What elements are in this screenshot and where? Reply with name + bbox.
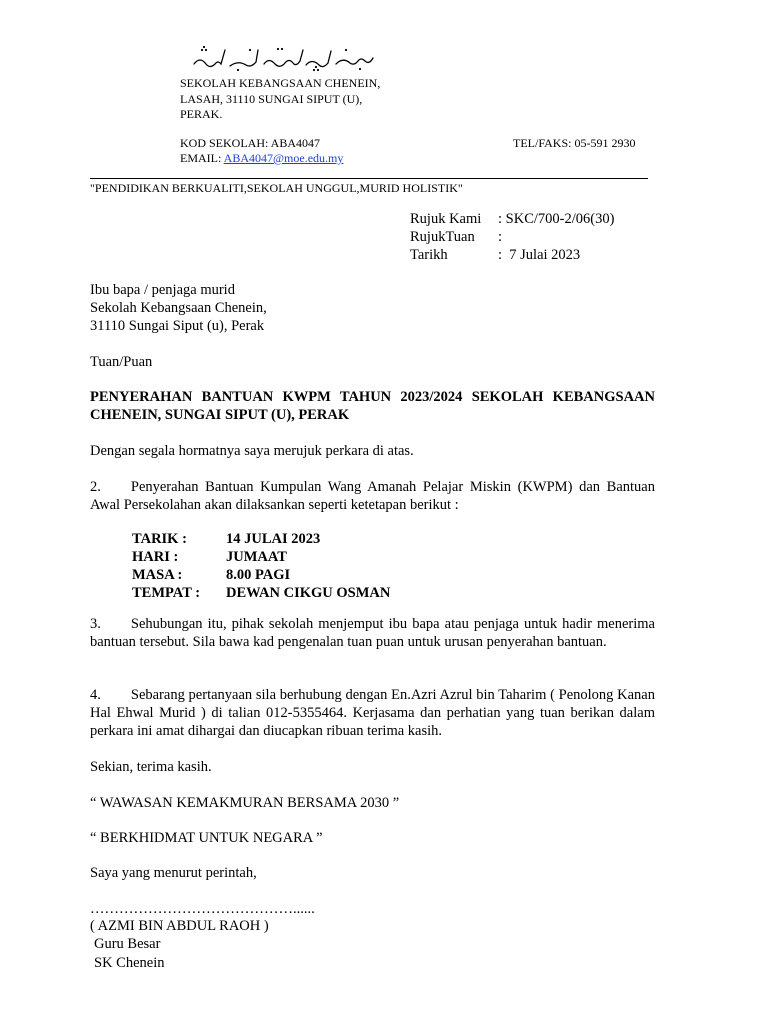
detail-row [132, 530, 390, 548]
reference-row [410, 246, 614, 264]
school-name: SEKOLAH KEBANGSAAN CHENEIN, [180, 76, 381, 90]
school-code: KOD SEKOLAH: ABA4047 [180, 136, 321, 150]
reference-row [410, 210, 614, 228]
detail-row [132, 584, 390, 602]
reference-label: RujukTuan [410, 229, 475, 245]
signatory-school: SK Chenein [94, 955, 165, 971]
reference-separator: : [498, 211, 503, 227]
detail-label: TARIK : [132, 531, 187, 547]
paragraph-4 [90, 686, 655, 740]
detail-label: HARI : [132, 549, 179, 565]
salutation: Tuan/Puan [90, 354, 153, 370]
letter-subject: PENYERAHAN BANTUAN KWPM TAHUN 2023/2024 SEKOLAH KEBANGSAAN CHENEIN, SUNGAI SIPUT (U), PERAK [90, 389, 655, 423]
detail-label: MASA : [132, 567, 183, 583]
detail-row [132, 566, 390, 584]
reference-label: Rujuk Kami [410, 211, 482, 227]
detail-value: JUMAAT [226, 549, 287, 565]
detail-row [132, 548, 390, 566]
closing-line: Sekian, terima kasih. [90, 759, 212, 775]
reference-row [410, 228, 614, 246]
paragraph-text: Penyerahan Bantuan Kumpulan Wang Amanah Pelajar Miskin (KWPM) dan Bantuan Awal Persekolahan akan dilaksankan seperti ketetapan berikut : [90, 479, 655, 513]
reference-block [410, 210, 614, 264]
reference-value: 7 Julai 2023 [509, 247, 581, 263]
reference-value: SKC/700-2/06(30) [505, 211, 615, 227]
recipient-line3: 31110 Sungai Siput (u), Perak [90, 318, 265, 334]
paragraph-number: 3. [90, 616, 101, 632]
paragraph-number: 2. [90, 479, 101, 495]
paragraph-text: Sehubungan itu, pihak sekolah menjemput ibu bapa atau penjaga untuk hadir menerima bantuan tersebut. Sila bawa kad pengenalan tuan puan untuk urusan penyerahan bantuan. [90, 616, 655, 650]
email-label: EMAIL: [180, 151, 224, 165]
recipient-line2: Sekolah Kebangsaan Chenein, [90, 300, 267, 316]
paragraph-3 [90, 615, 655, 651]
event-details [132, 530, 390, 602]
email-line [180, 150, 343, 166]
detail-value: 14 JULAI 2023 [226, 531, 321, 547]
slogan-berkhidmat: “ BERKHIDMAT UNTUK NEGARA ” [90, 830, 323, 846]
slogan-wawasan: “ WAWASAN KEMAKMURAN BERSAMA 2030 ” [90, 795, 400, 811]
letterhead-divider [90, 178, 648, 179]
email-link[interactable]: ABA4047@moe.edu.my [223, 151, 344, 165]
reference-separator: : [498, 229, 503, 245]
detail-label: TEMPAT : [132, 585, 201, 601]
recipient-line1: Ibu bapa / penjaga murid [90, 282, 235, 298]
signatory-name: ( AZMI BIN ABDUL RAOH ) [90, 918, 269, 934]
reference-label: Tarikh [410, 247, 448, 263]
detail-value: 8.00 PAGI [226, 567, 291, 583]
paragraph-text: Sebarang pertanyaan sila berhubung dengan En.Azri Azrul bin Taharim ( Penolong Kanan Hal Ehwal Murid ) di talian 012-5355464. Kerjasama dan perhatian yang tuan berikan dalam perkara ini amat dihargai dan diucapkan ribuan terima kasih. [90, 687, 655, 739]
school-address-line2: PERAK. [180, 107, 223, 121]
tel-fax: TEL/FAKS: 05-591 2930 [513, 136, 636, 150]
paragraph-number: 4. [90, 687, 101, 703]
signature-line: ……………………………………...... [90, 901, 315, 917]
reference-separator: : [498, 247, 503, 263]
opening-line: Dengan segala hormatnya saya merujuk perkara di atas. [90, 443, 414, 459]
signatory-title: Guru Besar [94, 936, 161, 952]
school-motto: "PENDIDIKAN BERKUALITI,SEKOLAH UNGGUL,MURID HOLISTIK" [90, 181, 463, 195]
paragraph-2 [90, 478, 655, 514]
jawi-calligraphy-header [190, 44, 376, 72]
sign-off: Saya yang menurut perintah, [90, 865, 257, 881]
detail-value: DEWAN CIKGU OSMAN [226, 585, 391, 601]
school-address-line1: LASAH, 31110 SUNGAI SIPUT (U), [180, 92, 363, 106]
